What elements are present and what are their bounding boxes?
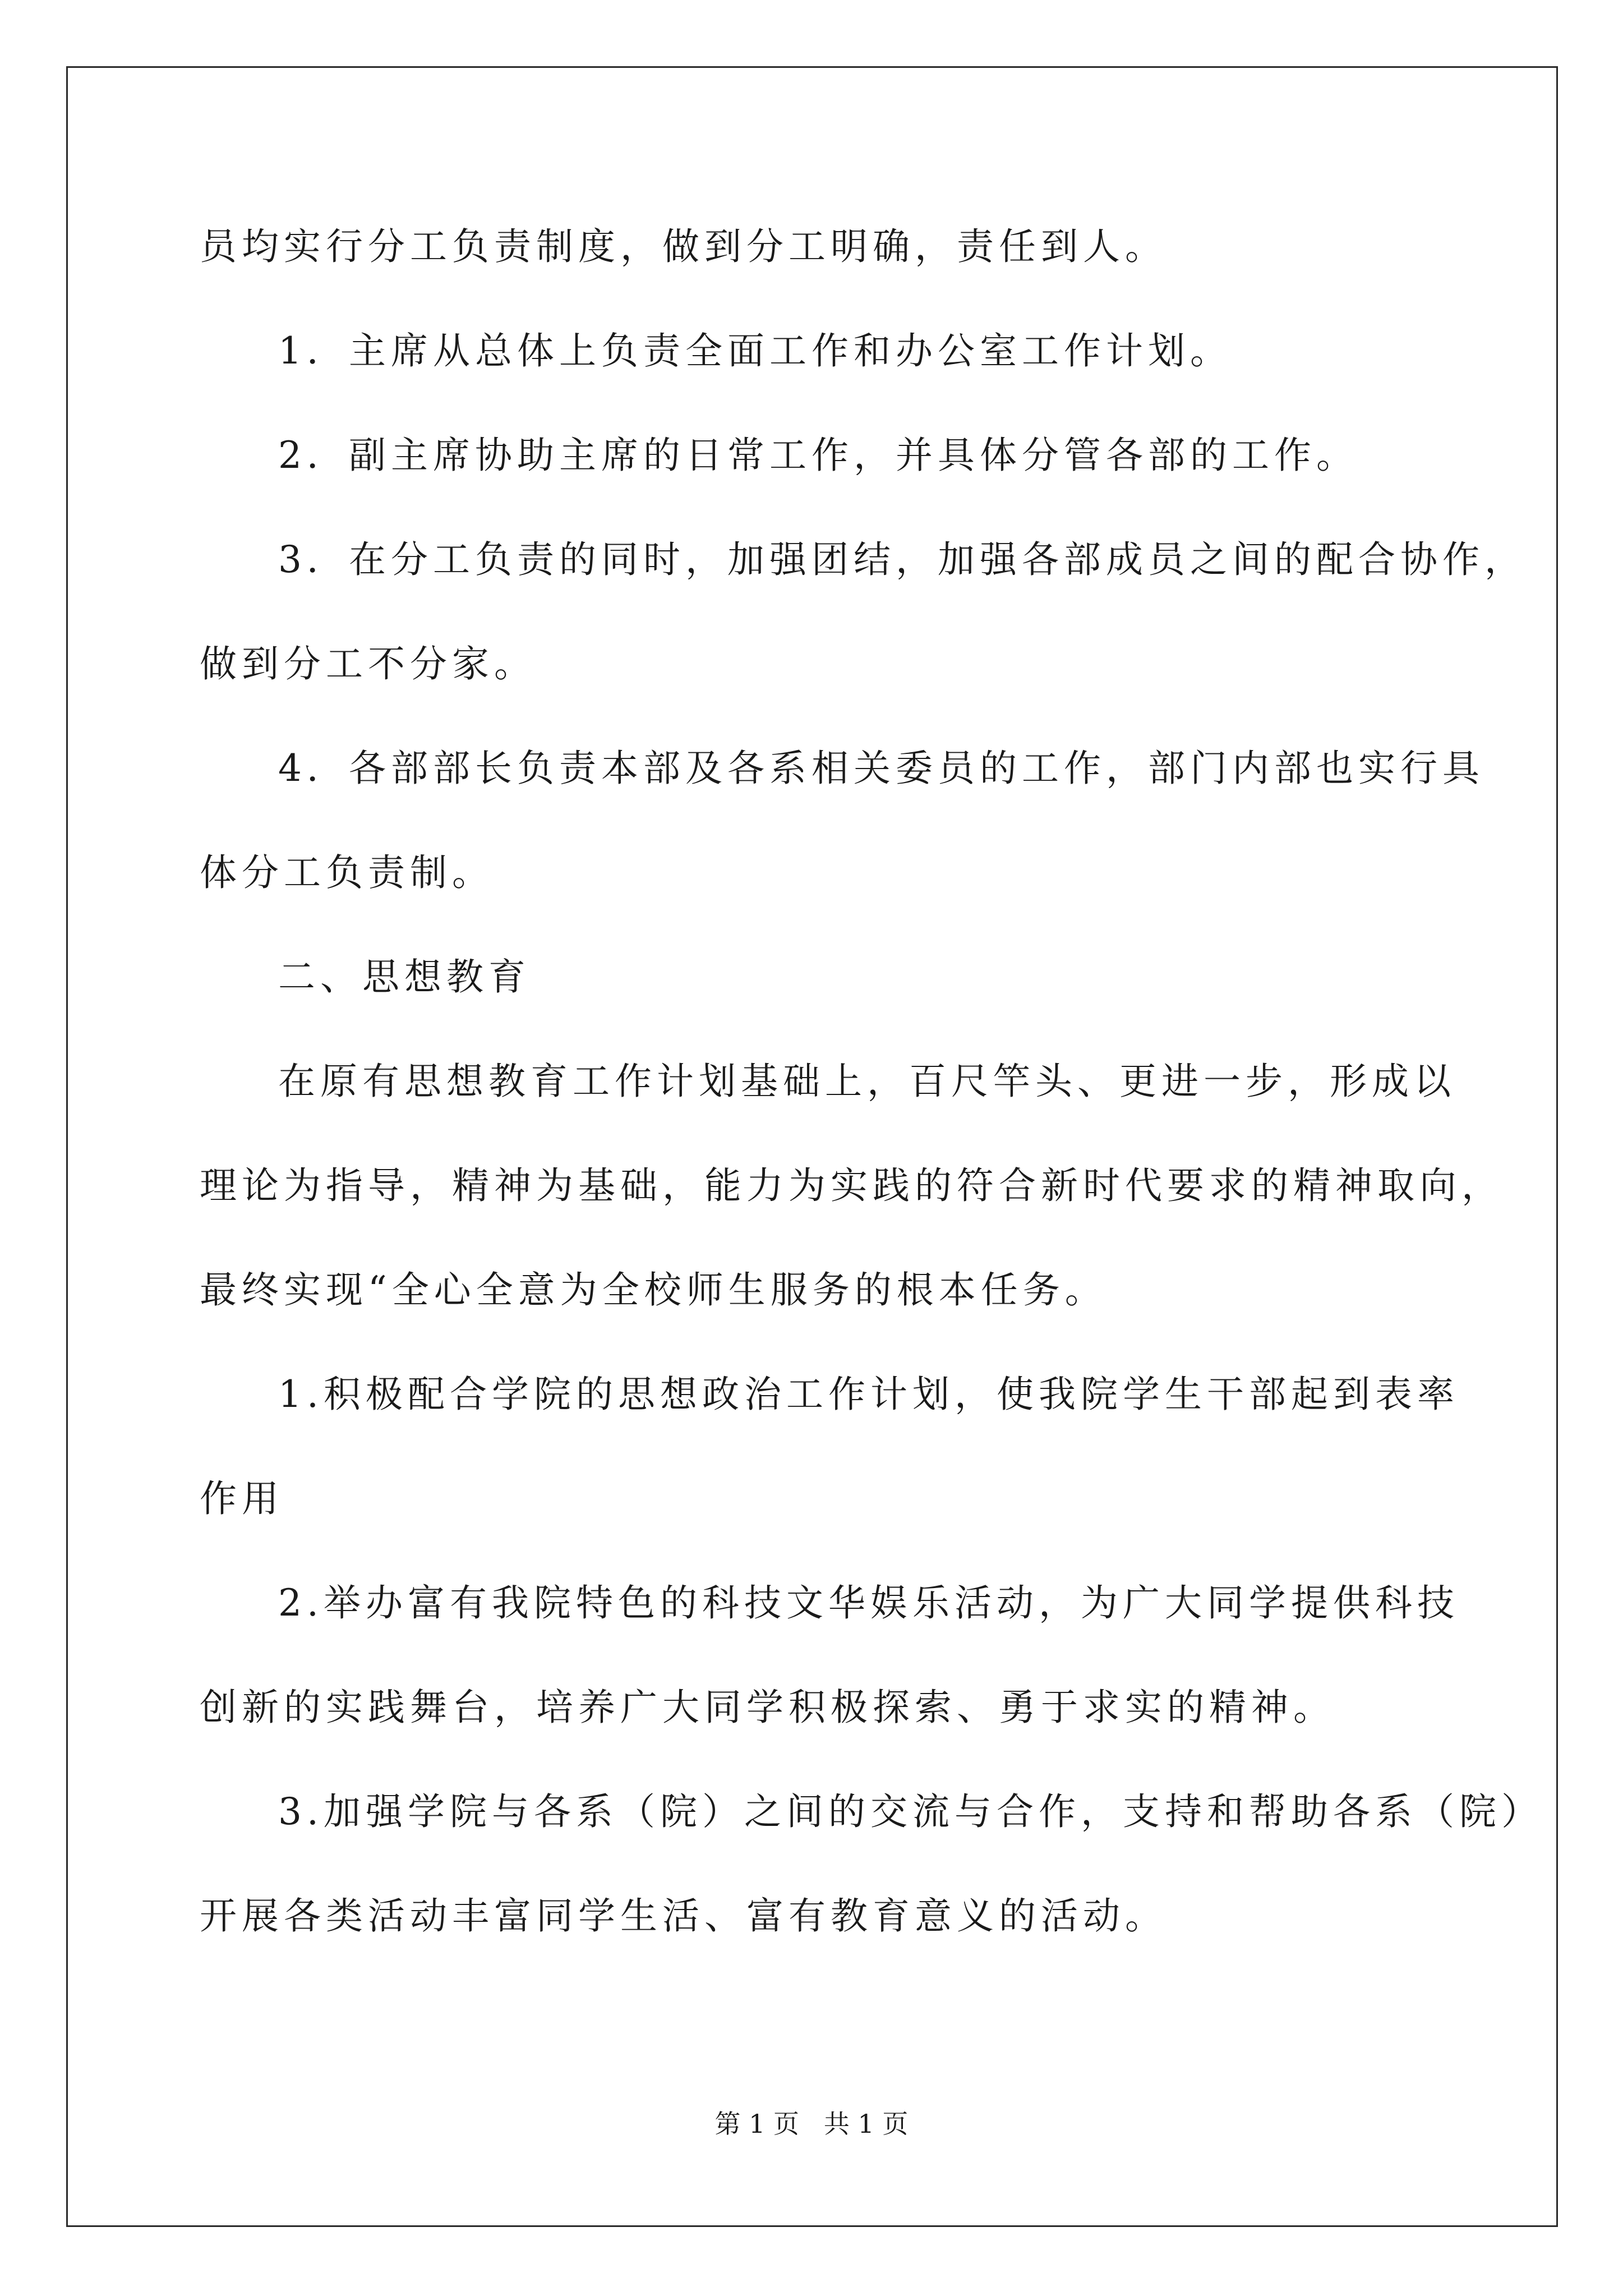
paragraph-line: 理论为指导，精神为基础，能力为实践的符合新时代要求的精神取向， bbox=[200, 1164, 1504, 1207]
section-heading: 二、思想教育 bbox=[278, 955, 531, 999]
list-item-line: 2.举办富有我院特色的科技文华娱乐活动，为广大同学提供科技 bbox=[278, 1581, 1459, 1625]
list-item-line: 4．各部部长负责本部及各系相关委员的工作，部门内部也实行具 bbox=[278, 747, 1484, 790]
paragraph-line: 最终实现“全心全意为全校师生服务的根本任务。 bbox=[200, 1268, 1107, 1312]
paragraph-line: 在原有思想教育工作计划基础上，百尺竿头、更进一步，形成以 bbox=[278, 1060, 1456, 1103]
paragraph-line: 开展各类活动丰富同学生活、富有教育意义的活动。 bbox=[200, 1894, 1167, 1938]
paragraph-line: 创新的实践舞台，培养广大同学积极探索、勇于求实的精神。 bbox=[200, 1686, 1335, 1729]
list-item-line: 3.加强学院与各系（院）之间的交流与合作，支持和帮助各系（院） bbox=[278, 1790, 1543, 1833]
list-item-line: 2．副主席协助主席的日常工作，并具体分管各部的工作。 bbox=[278, 434, 1358, 477]
list-item-line: 1．主席从总体上负责全面工作和办公室工作计划。 bbox=[278, 329, 1232, 372]
paragraph-line: 员均实行分工负责制度，做到分工明确，责任到人。 bbox=[200, 225, 1167, 268]
paragraph-line: 做到分工不分家。 bbox=[200, 642, 536, 685]
paragraph-line: 体分工负责制。 bbox=[200, 851, 494, 894]
list-item-line: 1.积极配合学院的思想政治工作计划，使我院学生干部起到表率 bbox=[278, 1373, 1459, 1416]
paragraph-line: 作用 bbox=[200, 1477, 284, 1520]
list-item-line: 3．在分工负责的同时，加强团结，加强各部成员之间的配合协作， bbox=[278, 538, 1527, 581]
page-footer: 第 1 页 共 1 页 bbox=[714, 2109, 909, 2139]
